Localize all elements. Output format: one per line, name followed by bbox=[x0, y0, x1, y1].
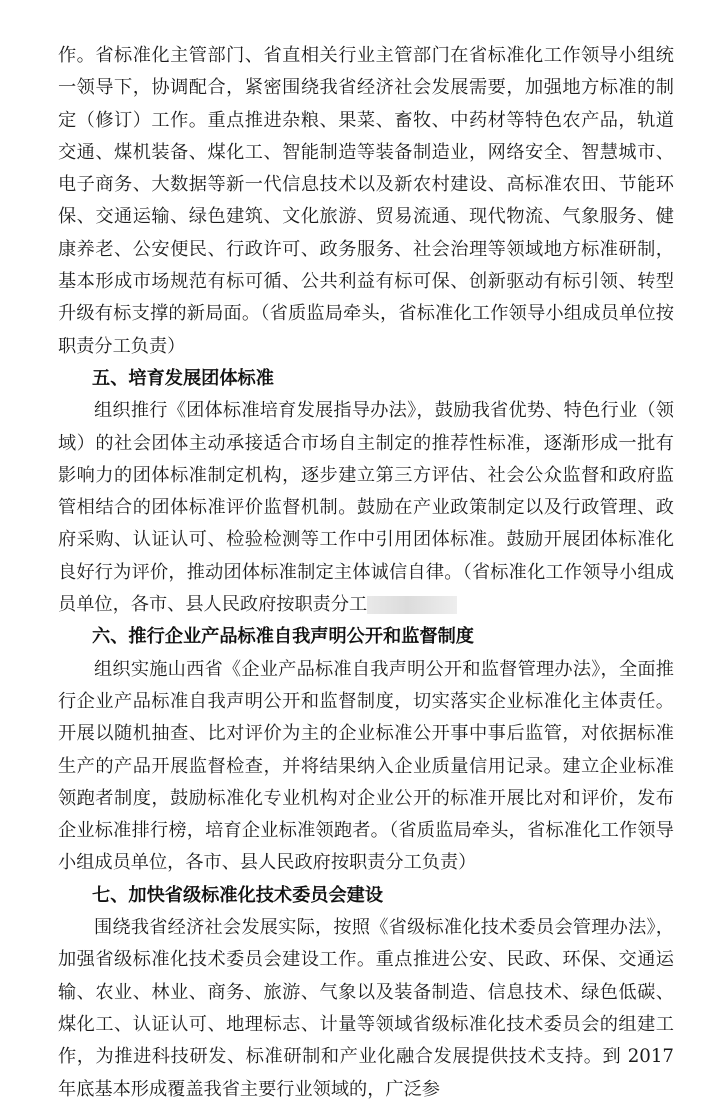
section-5-body bbox=[58, 395, 674, 621]
section-heading-6: 六、推行企业产品标准自我声明公开和监督制度 bbox=[92, 626, 474, 648]
section-heading-5: 五、培育发展团体标准 bbox=[92, 367, 274, 389]
body-paragraph: 作。省标准化主管部门、省直相关行业主管部门在省标准化工作领导小组统一领导下，协调配合，紧密围绕我省经济社会发展需要，加强地方标准的制定（修订）工作。重点推进杂粮、果菜、畜牧、中药材等特色农产品，轨道交通、煤机装备、煤化工、智能制造等装备制造业，网络安全、智慧城市、电子商务、大数据等新一代信息技术以及新农村建设、高标准农田、节能环保、交通运输、绿色建筑、文化旅游、贸易流通、现代物流、气象服务、健康养老、公安便民、行政许可、政务服务、社会治理等领域地方标准研制，基本形成市场规范有标可循、公共利益有标可保、创新驱动有标引领、转型升级有标支撑的新局面。（省质监局牵头，省标准化工作领导小组成员单位按职责分工负责） bbox=[58, 45, 674, 357]
section-7-body: 围绕我省经济社会发展实际，按照《省级标准化技术委员会管理办法》，加强省级标准化技术委员会建设工作。重点推进公安、民政、环保、交通运输、农业、林业、商务、旅游、气象以及装备制造、信息技术、绿色低碳、煤化工、认证认可、地理标志、计量等领域省级标准化技术委员会的组建工作，为推进科技研发、标准研制和产业化融合发展提供技术支持。到 2017 年底基本形成覆盖我省主要行业领域的，广泛参 bbox=[58, 917, 674, 1100]
document-page bbox=[58, 40, 674, 1100]
redaction-block bbox=[367, 596, 457, 614]
section-5-text: 组织推行《团体标准培育发展指导办法》，鼓励我省优势、特色行业（领域）的社会团体主动承接适合市场自主制定的推荐性标准，逐渐形成一批有影响力的团体标准制定机构，逐步建立第三方评估、社会公众监督和政府监管相结合的团体标准评价监督机制。鼓励在产业政策制定以及行政管理、政府采购、认证认可、检验检测等工作中引用团体标准。鼓励开展团体标准化良好行为评价，推动团体标准制定主体诚信自律。（省标准化工作领导小组成员单位，各市、县人民政府按职责分工 bbox=[58, 400, 674, 616]
section-6-body: 组织实施山西省《企业产品标准自我声明公开和监督管理办法》，全面推行企业产品标准自我声明公开和监督制度，切实落实企业标准化主体责任。开展以随机抽查、比对评价为主的企业标准公开事中事后监管，对依据标准生产的产品开展监督检查，并将结果纳入企业质量信用记录。建立企业标准领跑者制度，鼓励标准化专业机构对企业公开的标准开展比对和评价，发布企业标准排行榜，培育企业标准领跑者。（省质监局牵头，省标准化工作领导小组成员单位，各市、县人民政府按职责分工负责） bbox=[58, 658, 674, 874]
section-heading-7: 七、加快省级标准化技术委员会建设 bbox=[92, 884, 384, 906]
